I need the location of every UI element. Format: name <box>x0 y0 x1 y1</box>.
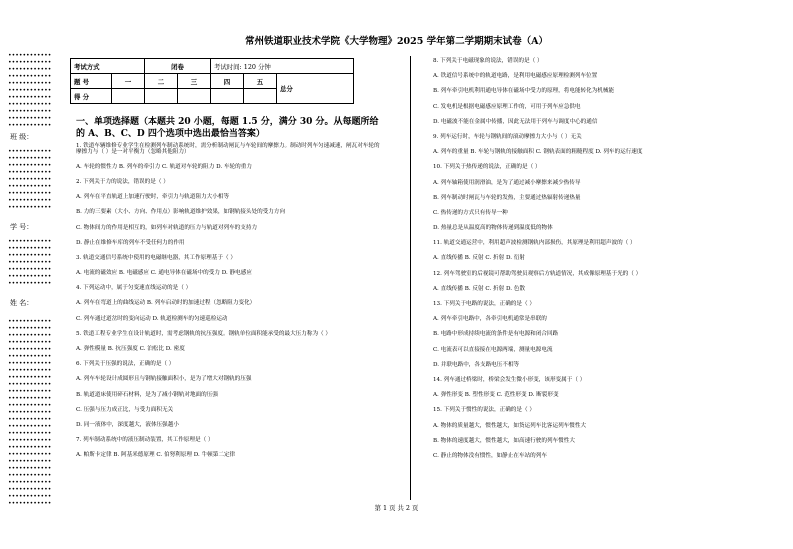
question-option: C. 物体间力的作用是相互的，如列车对轨道的压力与轨道对列车的支持力 <box>76 224 258 231</box>
question-text: 8. 下列关于电磁现象的说法，错误的是（ ） <box>433 58 543 64</box>
page-title: 常州铁道职业技术学院《大学物理》2025 学年第二学期期末试卷（A） <box>244 36 549 47</box>
question-text: 6. 下列关于压强的说法，正确的是（ ） <box>76 361 175 368</box>
star-line: •••••••••••• <box>8 409 52 416</box>
question-text: 7. 列车制动系统中的液压制动装置，其工作原理是（ ） <box>76 437 214 444</box>
score-cell[interactable] <box>112 89 145 104</box>
question-options: A. 直线传播 B. 反射 C. 折射 D. 色散 <box>433 285 526 292</box>
star-line: •••••••••••• <box>8 430 52 437</box>
left-column <box>76 116 381 469</box>
star-line: •••••••••••• <box>8 108 52 115</box>
star-line: •••••••••••• <box>8 325 52 332</box>
column-divider <box>410 56 411 500</box>
section-title: 一、单项选择题（本题共 20 小题，每题 1.5 分，满分 30 分。从每题所给的 A、B、C、D 四个选项中选出最恰当答案） <box>76 117 379 139</box>
col-4: 四 <box>211 74 244 89</box>
star-line: •••••••••••• <box>8 280 52 287</box>
question-options: A. 直线传播 B. 反射 C. 折射 D. 衍射 <box>433 255 526 262</box>
score-label: 得 分 <box>71 89 112 104</box>
star-line: •••••••••••• <box>8 94 52 101</box>
star-line: •••••••••••• <box>8 252 52 259</box>
question-option: D. 静止在维修车库的列车不受任何力的作用 <box>76 239 185 246</box>
question-option: A. 铁道信号系统中的轨道电路，是利用电磁感应原理检测列车位置 <box>433 73 598 80</box>
question-option: D. 电磁波不能在金属中传播，因此无法用于列车与调度中心的通信 <box>433 118 598 125</box>
star-line: •••••••••••• <box>8 162 52 169</box>
question-text: 5. 铁道工程专业学生在设计轨道时，需考虑钢轨的抗压强度。钢轨单位面积能承受的最大压力称为（ ） <box>76 330 332 337</box>
class-label: 班 级： <box>10 133 34 141</box>
score-cell[interactable] <box>178 89 211 104</box>
star-line: •••••••••••• <box>8 486 52 493</box>
col-2: 二 <box>145 74 178 89</box>
star-line: •••••••••••• <box>8 395 52 402</box>
right-column <box>433 59 753 469</box>
star-line: •••••••••••• <box>8 259 52 266</box>
star-line: •••••••••••• <box>8 176 52 183</box>
score-cell[interactable] <box>211 89 244 104</box>
question-text: 4. 下列运动中，属于匀变速直线运动的是（ ） <box>76 285 192 292</box>
score-cell[interactable] <box>244 89 277 104</box>
star-line: •••••••••••• <box>8 374 52 381</box>
star-line: •••••••••••• <box>8 238 52 245</box>
star-line: •••••••••••• <box>8 500 52 507</box>
question-options: A. 车轮的惯性力 B. 列车的牵引力 C. 轨道对车轮的阻力 D. 车轮的重力 <box>76 163 252 170</box>
question-text: 3. 轨道交通信号系统中使用的电磁继电器，其工作原理基于（ ） <box>76 254 236 261</box>
question-option: A. 列车车轮设计成圆形且与钢轨接触面积小，是为了增大对钢轨的压强 <box>76 376 252 383</box>
star-line: •••••••••••• <box>8 155 52 162</box>
question-option: C. 发电机是根据电磁感应原理工作的，可用于列车应急供电 <box>433 103 581 110</box>
question-text: 10. 下列关于热传递的说法，正确的是（ ） <box>433 164 541 171</box>
star-line: •••••••••••• <box>8 52 52 59</box>
star-line: •••••••••••• <box>8 381 52 388</box>
exam-time: 考试时间: 120 分钟 <box>211 59 354 74</box>
score-table <box>70 58 354 104</box>
star-line: •••••••••••• <box>8 360 52 367</box>
star-line: •••••••••••• <box>8 80 52 87</box>
col-3: 三 <box>178 74 211 89</box>
question-text: 11. 轨道交通运营中，利用超声波检测钢轨内部损伤，其原理是利用超声波的（ ） <box>433 240 636 247</box>
col-5: 五 <box>244 74 277 89</box>
question-option: A. 物体的质量越大，惯性越大，如货运列车比客运列车惯性大 <box>433 422 587 429</box>
star-line: •••••••••••• <box>8 437 52 444</box>
question-text: 2. 下列关于力的说法，错误的是（ ） <box>76 178 169 185</box>
star-line: •••••••••••• <box>8 423 52 430</box>
star-line: •••••••••••• <box>8 367 52 374</box>
question-option: B. 轨道道床使用碎石材料，是为了减小钢轨对地面的压强 <box>76 391 218 398</box>
star-line: •••••••••••• <box>8 458 52 465</box>
star-line: •••••••••••• <box>8 87 52 94</box>
star-line: •••••••••••• <box>8 353 52 360</box>
question-option: B. 物体的速度越大，惯性越大，如高速行驶的列车惯性大 <box>433 437 575 444</box>
question-options: A. 帕斯卡定律 B. 阿基米德原理 C. 伯努利原理 D. 牛顿第二定律 <box>76 452 236 459</box>
star-line: •••••••••••• <box>8 183 52 190</box>
star-line: •••••••••••• <box>8 402 52 409</box>
question-text: 14. 列车通过桥梁时，桥梁会发生微小形变，该形变属于（ ） <box>433 376 586 383</box>
star-line: •••••••••••• <box>8 332 52 339</box>
star-line: •••••••••••• <box>8 197 52 204</box>
star-line: •••••••••••• <box>8 204 52 211</box>
star-line: •••••••••••• <box>8 190 52 197</box>
question-option: C. 电流表可以直接接在电源两端，测量电源电流 <box>433 346 553 353</box>
star-line: •••••••••••• <box>8 245 52 252</box>
question-option: B. 列车制动时闸瓦与车轮的发热，主要通过热辐射传递热量 <box>433 194 581 201</box>
question-options: A. 列车在弯道上的曲线运动 B. 列车启动时的加速过程（忽略阻力变化） <box>76 300 256 307</box>
name-label: 姓 名： <box>10 299 34 307</box>
star-line: •••••••••••• <box>8 101 52 108</box>
star-line: •••••••••••• <box>8 318 52 325</box>
question-option: B. 力的三要素（大小、方向、作用点）影响轨道维护效果，如钢轨接头处的受力方向 <box>76 209 286 216</box>
question-option: D. 同一液体中，深度越大，液体压强越小 <box>76 421 179 428</box>
question-option: D. 热量总是从温度高的物体传递到温度低的物体 <box>433 225 553 232</box>
star-line: •••••••••••• <box>8 416 52 423</box>
question-text: 9. 列车运行时，车轮与钢轨间的滚动摩擦力大小与（ ）无关 <box>433 133 582 140</box>
question-option: C. 压强与压力成正比，与受力面积无关 <box>76 406 174 413</box>
question-option: B. 列车牵引电机利用通电导体在磁场中受力的原理，将电能转化为机械能 <box>433 88 615 95</box>
star-line: •••••••••••• <box>8 266 52 273</box>
star-line: •••••••••••• <box>8 444 52 451</box>
student-id-label: 学 号： <box>10 223 34 231</box>
page-number: 第 1 页 共 2 页 <box>374 504 419 512</box>
exam-mode-value: 闭卷 <box>145 59 211 74</box>
binding-margin <box>8 52 58 512</box>
question-options: A. 列车的重量 B. 车轮与钢轨的接触面积 C. 钢轨表面的粗糙程度 D. 列车的运行速度 <box>433 149 643 156</box>
col-1: 一 <box>112 74 145 89</box>
question-text: 15. 下列关于惯性的说法，正确的是（ ） <box>433 407 535 414</box>
star-line: •••••••••••• <box>8 472 52 479</box>
star-line: •••••••••••• <box>8 59 52 66</box>
exam-mode-label: 考试方式 <box>71 59 145 74</box>
question-option: D. 并联电路中，各支路电压不相等 <box>433 361 520 368</box>
star-line: •••••••••••• <box>8 339 52 346</box>
star-line: •••••••••••• <box>8 346 52 353</box>
star-line: •••••••••••• <box>8 169 52 176</box>
star-line: •••••••••••• <box>8 451 52 458</box>
question-text: 12. 列车驾驶室的后视镜可帮助驾驶员观察后方轨道情况，其成像原理基于光的（ ） <box>433 270 642 277</box>
question-options: C. 列车通过道岔时的变向运动 D. 轨道检测车的匀速巡检运动 <box>76 315 228 322</box>
question-option: C. 热传递的方式只有传导一种 <box>433 209 508 216</box>
star-line: •••••••••••• <box>8 148 52 155</box>
question-option: B. 电路中形成持续电流的条件是有电源和闭合回路 <box>433 331 559 338</box>
star-line: •••••••••••• <box>8 493 52 500</box>
question-text: 1. 铁道车辆维修专业学生在检测列车制动系统时，需分析制动闸瓦与车轮间的摩擦力。制动时列车匀速减速，闸瓦对车轮的摩擦力与（ ）是一对平衡力（忽略其他阻力） <box>76 143 380 155</box>
star-line: •••••••••••• <box>8 122 52 129</box>
question-options: A. 电流的磁效应 B. 电磁感应 C. 通电导体在磁场中的受力 D. 静电感应 <box>76 270 252 277</box>
star-line: •••••••••••• <box>8 273 52 280</box>
star-line: •••••••••••• <box>8 479 52 486</box>
star-line: •••••••••••• <box>8 388 52 395</box>
score-cell[interactable] <box>145 89 178 104</box>
question-options: A. 弹性模量 B. 抗压强度 C. 泊松比 D. 密度 <box>76 346 185 353</box>
question-options: A. 弹性形变 B. 塑性形变 C. 范性形变 D. 断裂形变 <box>433 392 559 399</box>
star-line: •••••••••••• <box>8 66 52 73</box>
question-option: A. 列车在平直轨道上加速行驶时，牵引力与轨道阻力大小相等 <box>76 194 230 201</box>
question-no-label: 题 号 <box>71 74 112 89</box>
question-option: A. 列车牵引电路中，各牵引电机通常是串联的 <box>433 316 547 323</box>
total-label: 总分 <box>277 74 354 104</box>
star-line: •••••••••••• <box>8 465 52 472</box>
star-line: •••••••••••• <box>8 115 52 122</box>
question-option: A. 列车轴箱使用润滑油，是为了通过减小摩擦来减少热传导 <box>433 179 581 186</box>
question-option: C. 静止的物体没有惯性，如静止在车站的列车 <box>433 452 547 459</box>
question-text: 13. 下列关于电路的说法，正确的是（ ） <box>433 301 535 307</box>
star-line: •••••••••••• <box>8 73 52 80</box>
